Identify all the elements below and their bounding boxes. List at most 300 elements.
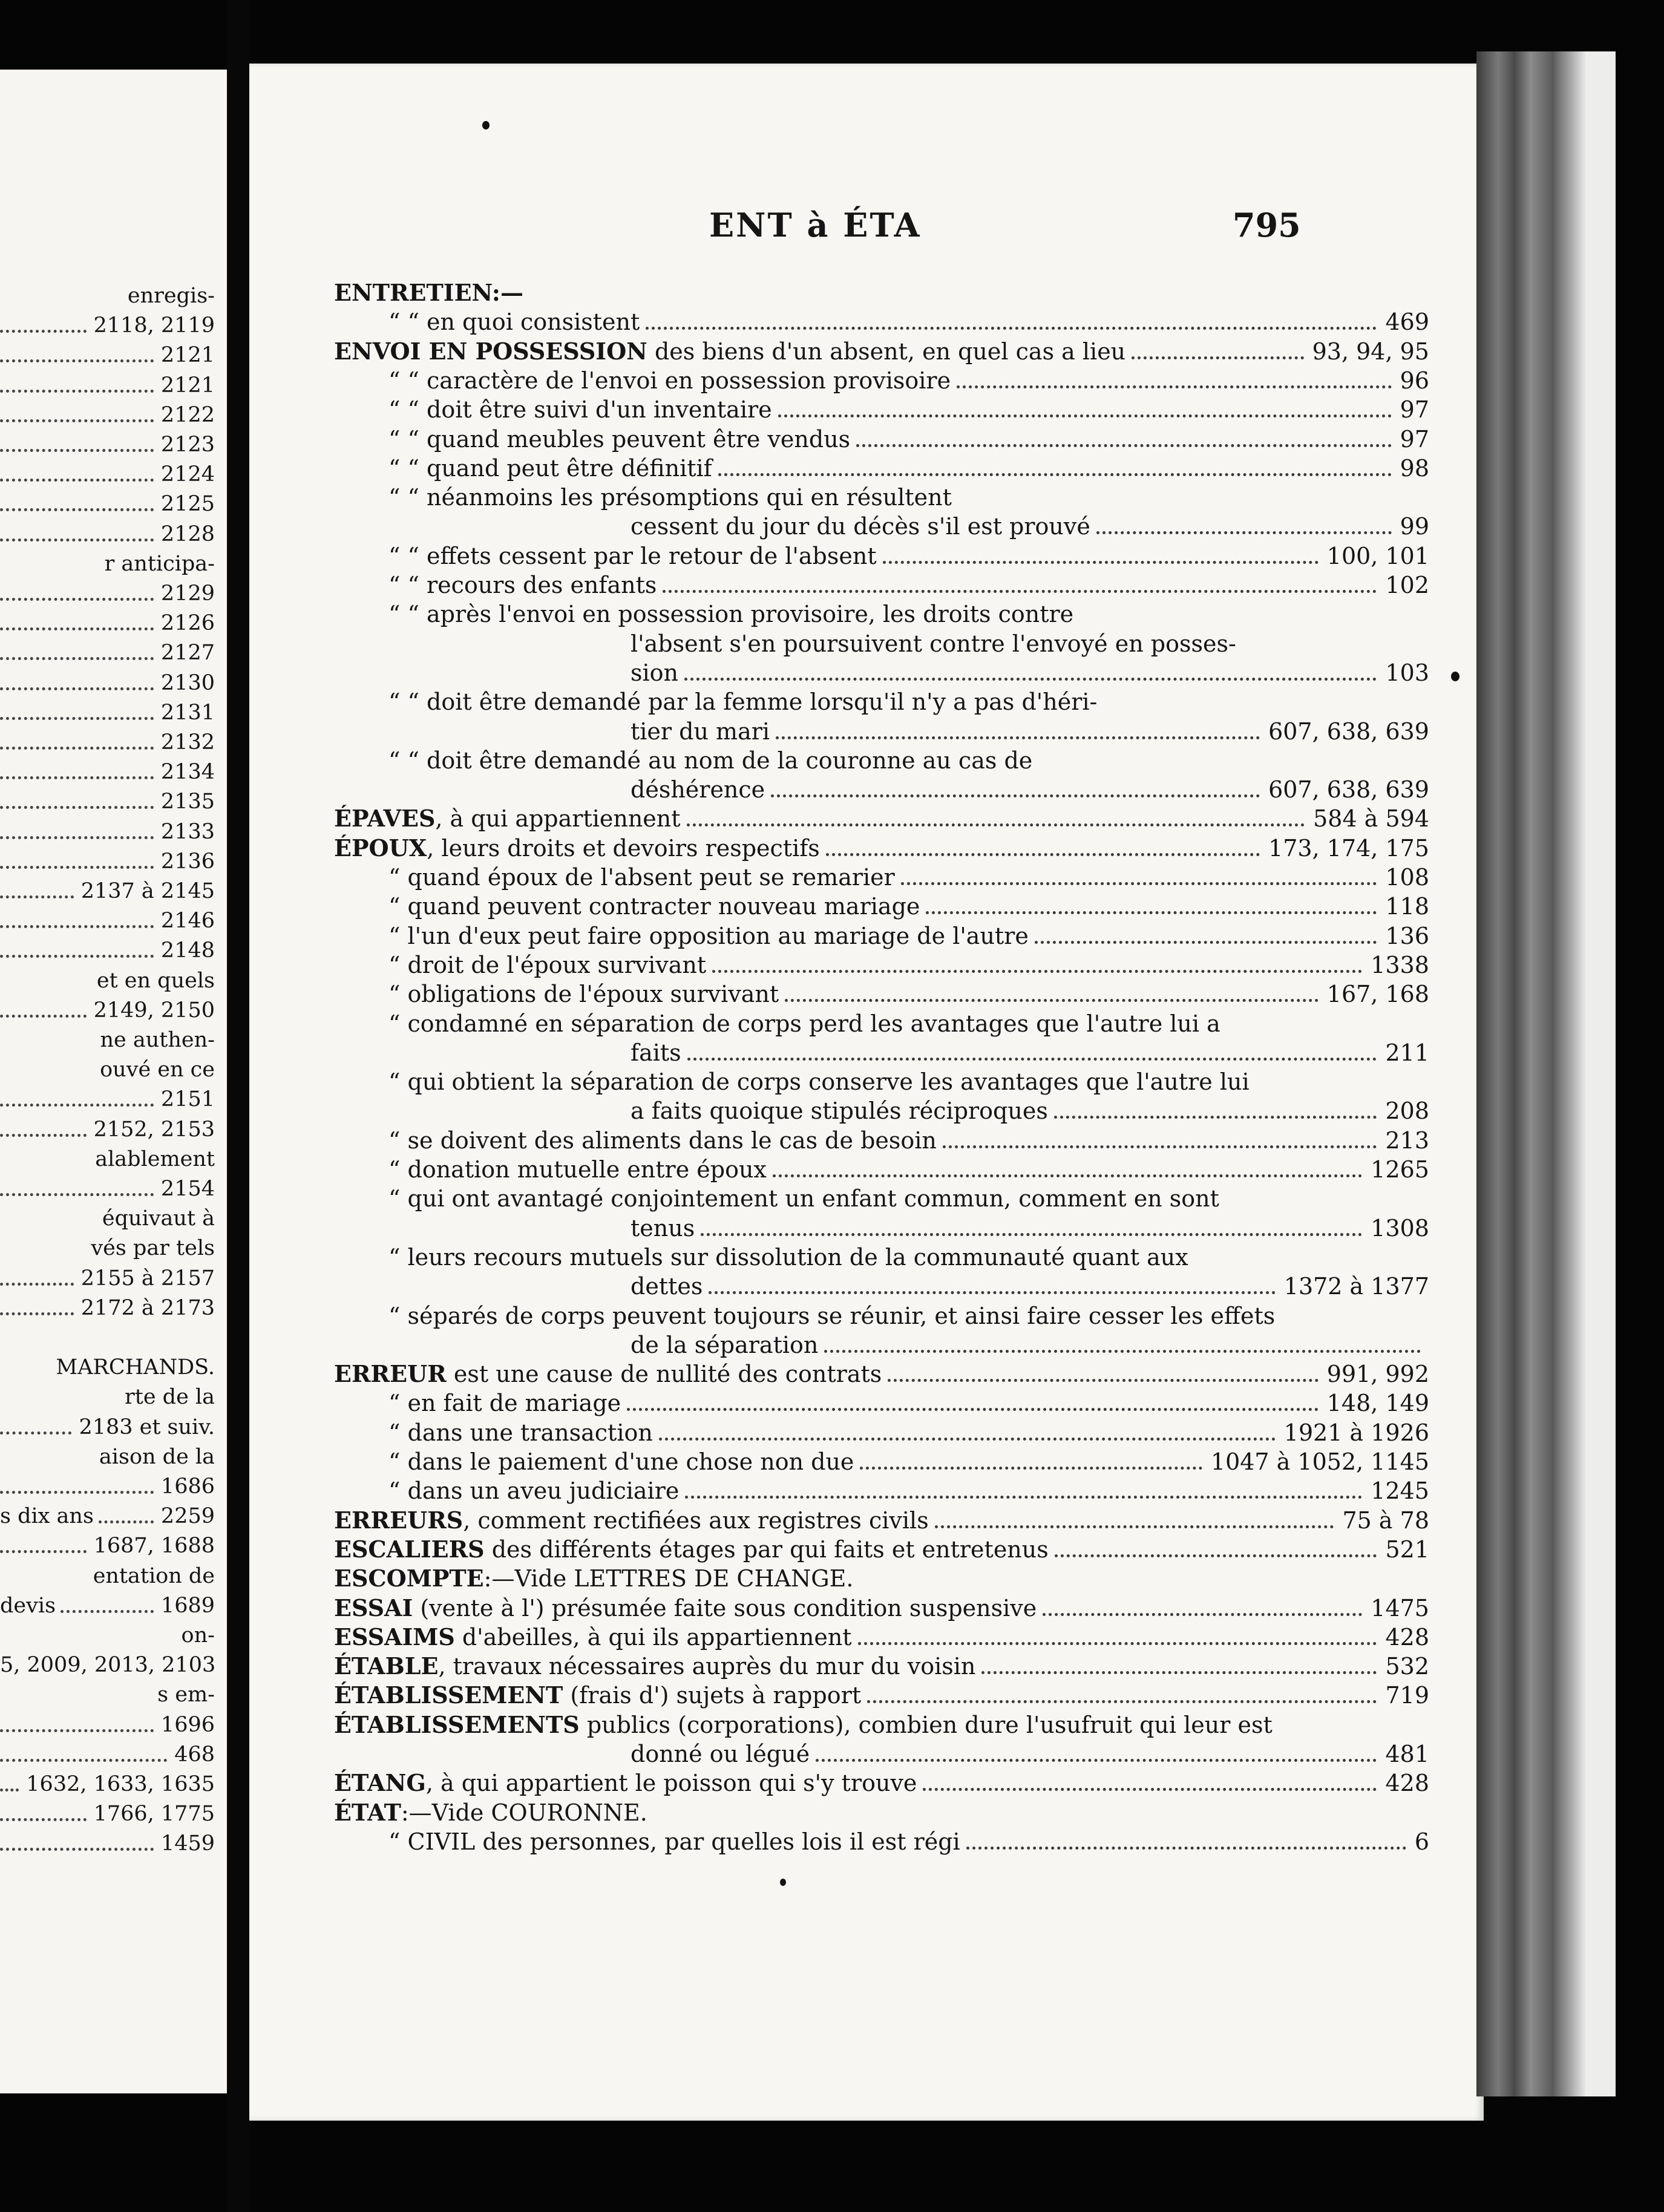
- dot-leader: [0, 955, 154, 958]
- dot-leader: [0, 657, 154, 660]
- dot-leader: [1043, 1613, 1362, 1616]
- left-page: [0, 70, 227, 2093]
- left-page-line: [0, 1353, 215, 1382]
- index-entry: [334, 1038, 1429, 1067]
- entry-text: [631, 1330, 818, 1360]
- right-page: [249, 64, 1484, 2121]
- left-line-page-ref: 2130: [160, 671, 215, 695]
- entry-description: “ en fait de mariage: [388, 1390, 621, 1416]
- entry-page-ref: 607, 638, 639: [1268, 776, 1429, 803]
- entry-page-ref: 719: [1385, 1682, 1429, 1709]
- left-line-page-ref: 2128: [160, 522, 215, 546]
- dot-leader: [824, 1350, 1421, 1353]
- dot-leader: [0, 1193, 154, 1196]
- dot-leader: [0, 1729, 154, 1732]
- left-page-line: [0, 669, 215, 698]
- entry-description: “ quand époux de l'absent peut se remarier: [388, 864, 895, 891]
- left-line-text: entation de: [93, 1564, 215, 1588]
- entry-text: [334, 1798, 647, 1827]
- entry-description: “ “ doit être demandé par la femme lorsqu'il n'y a pas d'héri-: [388, 689, 1098, 715]
- index-entry: [334, 1652, 1429, 1681]
- index-entry: [334, 1827, 1429, 1856]
- entry-page-ref: 1047 à 1052, 1145: [1210, 1448, 1429, 1475]
- entry-text: [631, 629, 1236, 658]
- left-page-line: [0, 1531, 215, 1560]
- entry-text: [334, 1594, 1037, 1623]
- entry-page-ref: 102: [1385, 572, 1429, 598]
- index-entry: [334, 307, 1429, 336]
- entry-page-ref: 97: [1400, 426, 1429, 453]
- book-gutter: [227, 0, 251, 2212]
- entry-text: [388, 1243, 1188, 1272]
- dot-leader: [663, 590, 1377, 593]
- left-page-line: [0, 1799, 215, 1828]
- index-entry: [334, 1155, 1429, 1184]
- dot-leader: [0, 895, 74, 898]
- entry-text: [334, 804, 681, 833]
- left-page-line: [0, 1472, 215, 1501]
- entry-text: [334, 1623, 852, 1652]
- left-page-line: [0, 520, 215, 549]
- entry-description: tier du mari: [631, 718, 770, 745]
- entry-description: “ “ après l'envoi en possession provisoire, les droits contre: [388, 601, 1074, 627]
- entry-page-ref: 1372 à 1377: [1283, 1273, 1429, 1300]
- index-entry: [334, 542, 1429, 571]
- index-entry: [334, 1623, 1429, 1652]
- left-line-page-ref: 2125: [160, 492, 215, 516]
- left-line-page-ref: 1459: [160, 1831, 215, 1856]
- left-line-page-ref: 2136: [160, 849, 215, 874]
- left-line-page-ref: 1696: [160, 1713, 215, 1737]
- left-page-line: [0, 401, 215, 430]
- entry-description: :—Vide LETTRES DE CHANGE.: [483, 1565, 854, 1592]
- left-page-line: [0, 728, 215, 757]
- left-line-page-ref: 2146: [160, 909, 215, 933]
- index-entry: [334, 892, 1429, 921]
- entry-description: l'absent s'en poursuivent contre l'envoyé en posses-: [631, 630, 1236, 657]
- entry-term: ENVOI EN POSSESSION: [334, 338, 647, 365]
- entry-description: “ “ en quoi consistent: [388, 309, 640, 335]
- index-entry: [334, 1506, 1429, 1535]
- entry-text: [334, 1710, 1273, 1739]
- index-entry: [334, 366, 1429, 395]
- entry-description: , à qui appartient le poisson qui s'y trouve: [425, 1770, 917, 1796]
- dot-leader: [709, 1291, 1275, 1294]
- left-line-page-ref: 2118, 2119: [93, 313, 215, 338]
- left-line-text: s dix ans: [0, 1504, 94, 1528]
- entry-description: est une cause de nullité des contrats: [446, 1361, 882, 1387]
- left-page-line: [0, 1234, 215, 1263]
- entry-term: ERREUR: [334, 1360, 447, 1387]
- dot-leader: [61, 1610, 154, 1613]
- entry-text: [388, 921, 1029, 951]
- running-head: ENT à ÉTA: [709, 206, 922, 244]
- entry-page-ref: 93, 94, 95: [1312, 338, 1429, 365]
- entry-description: “ “ effets cessent par le retour de l'absent: [388, 543, 877, 569]
- left-line-page-ref: 2131: [160, 701, 215, 725]
- left-page-line: [0, 996, 215, 1025]
- entry-text: [631, 1214, 695, 1243]
- index-entry: [334, 454, 1429, 483]
- entry-description: “ leurs recours mutuels sur dissolution de la communauté quant aux: [388, 1244, 1188, 1271]
- entry-text: [388, 892, 920, 921]
- left-line-text: vés par tels: [91, 1236, 215, 1260]
- dot-leader: [0, 1015, 87, 1018]
- index-entry: [334, 658, 1429, 687]
- entry-text: [388, 542, 877, 571]
- entry-term: ERREURS: [334, 1507, 463, 1534]
- index-entry: [334, 1096, 1429, 1125]
- entry-description: “ qui ont avantagé conjointement un enfant commun, comment en sont: [388, 1185, 1219, 1212]
- dot-leader: [883, 561, 1318, 564]
- left-line-page-ref: 2155 à 2157: [80, 1266, 215, 1291]
- entry-description: , à qui appartiennent: [435, 805, 681, 832]
- dot-leader: [0, 1283, 74, 1286]
- left-page-line: [0, 1115, 215, 1144]
- left-page-line: [0, 638, 215, 667]
- dot-leader: [0, 359, 154, 362]
- left-line-text: on-: [181, 1623, 215, 1648]
- left-line-page-ref: 2123: [160, 433, 215, 457]
- left-page-line: [0, 1710, 215, 1739]
- index-entry: [334, 600, 1429, 629]
- dot-leader: [0, 687, 154, 690]
- entry-text: [334, 1360, 882, 1389]
- entry-text: [388, 980, 779, 1009]
- left-line-page-ref: 2183 et suiv.: [79, 1415, 215, 1439]
- entry-description: “ dans le paiement d'une chose non due: [388, 1448, 854, 1475]
- left-page-line: [0, 549, 215, 578]
- entry-text: [388, 307, 640, 336]
- entry-description: cessent du jour du décès s'il est prouvé: [631, 513, 1090, 540]
- index-entry: [334, 1243, 1429, 1272]
- index-entry: [334, 1476, 1429, 1505]
- entry-description: “ condamné en séparation de corps perd les avantages que l'autre lui a: [388, 1010, 1220, 1037]
- entry-term: ESSAI: [334, 1594, 413, 1621]
- entry-description: “ séparés de corps peuvent toujours se réunir, et ainsi faire cesser les effets: [388, 1303, 1276, 1329]
- entry-description: , comment rectifiées aux registres civils: [463, 1507, 929, 1534]
- dot-leader: [685, 1496, 1362, 1499]
- left-page-line: [0, 430, 215, 459]
- left-page-line: [0, 787, 215, 816]
- dot-leader: [826, 853, 1260, 856]
- entry-page-ref: 428: [1385, 1624, 1429, 1651]
- entry-text: [388, 951, 706, 980]
- left-page-line: [0, 1740, 215, 1769]
- entry-description: “ “ doit être demandé au nom de la couronne au cas de: [388, 747, 1033, 774]
- entry-description: déshérence: [631, 776, 765, 803]
- index-entry: [334, 980, 1429, 1009]
- left-page-line: [0, 1085, 215, 1114]
- index-entry: [334, 1798, 1429, 1827]
- entry-term: ESCOMPTE: [334, 1565, 484, 1592]
- entry-term: ESSAIMS: [334, 1623, 455, 1651]
- entry-page-ref: 99: [1400, 513, 1429, 540]
- left-page-line: [0, 966, 215, 995]
- left-line-page-ref: 2134: [160, 760, 215, 784]
- left-page-line: [0, 1204, 215, 1233]
- dot-leader: [923, 1788, 1377, 1791]
- entry-text: [388, 863, 895, 892]
- entry-term: ENTRETIEN:—: [334, 279, 523, 306]
- left-line-text: r anticipa-: [104, 552, 215, 576]
- left-line-text: et en quels: [96, 969, 215, 993]
- dot-leader: [0, 925, 154, 928]
- entry-description: “ se doivent des aliments dans le cas de besoin: [388, 1127, 937, 1154]
- index-entry: [334, 951, 1429, 980]
- index-entry: [334, 1739, 1429, 1769]
- entry-description: “ “ caractère de l'envoi en possession provisoire: [388, 367, 951, 394]
- left-page-line: [0, 1382, 215, 1412]
- left-page-line: [0, 758, 215, 787]
- entry-text: [388, 1476, 679, 1505]
- entry-description: , leurs droits et devoirs respectifs: [427, 835, 820, 862]
- entry-text: [631, 512, 1090, 541]
- dot-leader: [867, 1700, 1377, 1703]
- left-page-line: [0, 1026, 215, 1055]
- page-header: [249, 206, 1484, 266]
- left-line-page-ref: 2259: [160, 1504, 215, 1528]
- left-page-line: [0, 817, 215, 846]
- entry-term: ÉPOUX: [334, 834, 427, 862]
- left-page-line: [0, 1294, 215, 1323]
- dot-leader: [0, 747, 154, 750]
- entry-term: ÉTABLISSEMENT: [334, 1681, 563, 1709]
- left-page-line: [0, 460, 215, 489]
- dot-leader: [957, 385, 1392, 388]
- dot-leader: [0, 1550, 87, 1553]
- entry-page-ref: 148, 149: [1326, 1390, 1429, 1416]
- dot-leader: [0, 1818, 87, 1821]
- left-page-line: [0, 877, 215, 906]
- entry-text: [631, 1038, 681, 1067]
- dot-leader: [966, 1847, 1406, 1850]
- dot-leader: [1096, 531, 1392, 534]
- dot-leader: [0, 866, 154, 869]
- entry-term: ESCALIERS: [334, 1536, 485, 1563]
- left-page-line: [0, 1174, 215, 1203]
- left-line-page-ref: 2135: [160, 790, 215, 814]
- dot-leader: [0, 776, 154, 779]
- left-line-text: aison de la: [99, 1445, 215, 1469]
- entry-text: [388, 425, 850, 454]
- entry-page-ref: 213: [1385, 1127, 1429, 1154]
- entry-text: [388, 454, 712, 483]
- index-entry: [334, 1418, 1429, 1447]
- left-page-line: [0, 281, 215, 310]
- left-line-page-ref: 1689: [160, 1594, 215, 1618]
- entry-description: dettes: [631, 1273, 703, 1300]
- dot-leader: [659, 1438, 1276, 1441]
- dot-leader: [99, 1520, 154, 1523]
- entry-text: [631, 1096, 1048, 1125]
- left-page-line: [0, 1770, 215, 1799]
- index-entry: [334, 1214, 1429, 1243]
- entry-text: [631, 717, 770, 746]
- entry-description: tenus: [631, 1215, 695, 1242]
- entry-text: [631, 658, 678, 687]
- entry-text: [388, 571, 657, 600]
- index-entry: [334, 1301, 1429, 1330]
- dot-leader: [856, 444, 1391, 447]
- left-line-page-ref: 2133: [160, 820, 215, 844]
- entry-description: , travaux nécessaires auprès du mur du voisin: [438, 1653, 976, 1680]
- left-page-line: [0, 1145, 215, 1174]
- index-entry: [334, 278, 1429, 307]
- index-entry: [334, 1447, 1429, 1476]
- dot-leader: [943, 1145, 1377, 1148]
- index-entry: [334, 1126, 1429, 1155]
- dot-leader: [0, 1788, 19, 1792]
- dot-leader: [0, 330, 87, 333]
- entry-page-ref: 100, 101: [1326, 543, 1429, 569]
- entry-page-ref: 1921 à 1926: [1283, 1419, 1429, 1446]
- index-entry: [334, 687, 1429, 716]
- entry-description: :—Vide COURONNE.: [401, 1799, 647, 1826]
- entry-text: [334, 1564, 853, 1593]
- entry-text: [388, 1301, 1275, 1330]
- ink-speck: [1451, 672, 1459, 681]
- left-line-page-ref: 2129: [160, 581, 215, 606]
- entry-description: “ qui obtient la séparation de corps conserve les avantages que l'autre lui: [388, 1068, 1250, 1095]
- index-entry: [334, 1769, 1429, 1798]
- left-line-page-ref: 1686: [160, 1474, 215, 1499]
- left-line-text: enregis-: [127, 284, 215, 308]
- entry-description: (frais d') sujets à rapport: [563, 1682, 862, 1709]
- entry-page-ref: 991, 992: [1326, 1361, 1429, 1387]
- left-line-page-ref: 2172 à 2173: [80, 1296, 215, 1320]
- entry-page-ref: 1265: [1371, 1156, 1429, 1183]
- left-line-page-ref: 2121: [160, 343, 215, 367]
- entry-page-ref: 136: [1385, 923, 1429, 949]
- dot-leader: [935, 1525, 1334, 1528]
- left-page-line: [0, 579, 215, 608]
- entry-description: donné ou légué: [631, 1741, 810, 1767]
- entry-text: [388, 1447, 854, 1476]
- entry-term: ÉTANG: [334, 1769, 426, 1796]
- ink-speck: [780, 1879, 786, 1886]
- left-line-text: ouvé en ce: [100, 1058, 215, 1082]
- index-entry: [334, 1594, 1429, 1623]
- left-line-page-ref: 2154: [160, 1177, 215, 1201]
- left-page-line: [0, 1323, 215, 1352]
- index-entry: [334, 1710, 1429, 1739]
- entry-text: [631, 775, 765, 804]
- left-line-text: rte de la: [125, 1385, 215, 1409]
- entry-description: “ l'un d'eux peut faire opposition au mariage de l'autre: [388, 923, 1029, 949]
- entry-text: [631, 1272, 703, 1301]
- left-page-line: [0, 1055, 215, 1084]
- index-entry: [334, 571, 1429, 600]
- entry-description: “ dans un aveu judiciaire: [388, 1477, 680, 1504]
- left-page-line: [0, 1413, 215, 1442]
- index-entry: [334, 863, 1429, 892]
- entry-text: [334, 834, 820, 863]
- entry-description: faits: [631, 1039, 681, 1066]
- index-entry: [334, 921, 1429, 951]
- left-line-page-ref: 2132: [160, 730, 215, 754]
- left-page-line: [0, 1264, 215, 1293]
- dot-leader: [0, 449, 154, 452]
- left-line-page-ref: 2124: [160, 462, 215, 486]
- entry-text: [388, 1389, 621, 1418]
- dot-leader: [1132, 356, 1303, 359]
- dot-leader: [0, 598, 154, 601]
- entry-text: [334, 1769, 917, 1798]
- entry-text: [334, 1652, 975, 1681]
- entry-text: [334, 1681, 861, 1710]
- entry-text: [334, 278, 523, 307]
- entry-text: [334, 337, 1125, 366]
- entry-page-ref: 167, 168: [1326, 981, 1429, 1007]
- entry-page-ref: 469: [1385, 309, 1429, 335]
- index-entry: [334, 1272, 1429, 1301]
- left-page-line: [0, 341, 215, 370]
- entry-text: [388, 746, 1032, 775]
- entry-description: des différents étages par qui faits et entretenus: [484, 1536, 1049, 1563]
- index-entry: [334, 1330, 1429, 1360]
- dot-leader: [0, 538, 154, 542]
- entry-page-ref: 1245: [1371, 1477, 1429, 1504]
- entry-page-ref: 103: [1385, 659, 1429, 686]
- index-entry: [334, 1389, 1429, 1418]
- left-line-page-ref: 2149, 2150: [93, 998, 215, 1023]
- index-entry: [334, 483, 1429, 512]
- dot-leader: [0, 836, 154, 839]
- entry-page-ref: 607, 638, 639: [1268, 718, 1429, 745]
- index-entry: [334, 395, 1429, 424]
- entry-page-ref: 98: [1400, 455, 1429, 482]
- entry-page-ref: 108: [1385, 864, 1429, 891]
- left-line-page-ref: 2151: [160, 1087, 215, 1111]
- index-entry: [334, 746, 1429, 775]
- entry-description: “ donation mutuelle entre époux: [388, 1156, 767, 1183]
- dot-leader: [1035, 941, 1377, 944]
- entry-page-ref: 521: [1385, 1536, 1429, 1563]
- entry-page-ref: 584 à 594: [1313, 805, 1429, 832]
- left-line-page-ref: 2152, 2153: [93, 1117, 215, 1142]
- index-entry: [334, 834, 1429, 863]
- index-entry: [334, 1564, 1429, 1593]
- left-page-line: [0, 906, 215, 935]
- index-entry: [334, 1184, 1429, 1213]
- dot-leader: [0, 1134, 87, 1137]
- entry-page-ref: 481: [1385, 1741, 1429, 1767]
- entry-text: [388, 1827, 960, 1856]
- dot-leader: [771, 794, 1260, 797]
- dot-leader: [687, 823, 1305, 826]
- entry-description: sion: [631, 659, 679, 686]
- entry-text: [631, 1739, 810, 1769]
- index-entry: [334, 1360, 1429, 1389]
- left-line-page-ref: 2126: [160, 611, 215, 635]
- entry-page-ref: 96: [1400, 367, 1429, 394]
- page-number: 795: [1233, 206, 1301, 244]
- left-page-line: [0, 1442, 215, 1471]
- entry-description: “ “ néanmoins les présomptions qui en résultent: [388, 484, 952, 511]
- entry-page-ref: 208: [1385, 1098, 1429, 1124]
- index-entry: [334, 717, 1429, 746]
- dot-leader: [0, 390, 154, 393]
- dot-leader: [701, 1233, 1362, 1236]
- dot-leader: [0, 419, 154, 422]
- index-entry: [334, 1681, 1429, 1710]
- left-page-line: [0, 847, 215, 876]
- left-page-line: [0, 371, 215, 400]
- dot-leader: [773, 1174, 1362, 1177]
- entry-description: “ “ quand meubles peuvent être vendus: [388, 426, 851, 453]
- left-page-line: [0, 1651, 215, 1680]
